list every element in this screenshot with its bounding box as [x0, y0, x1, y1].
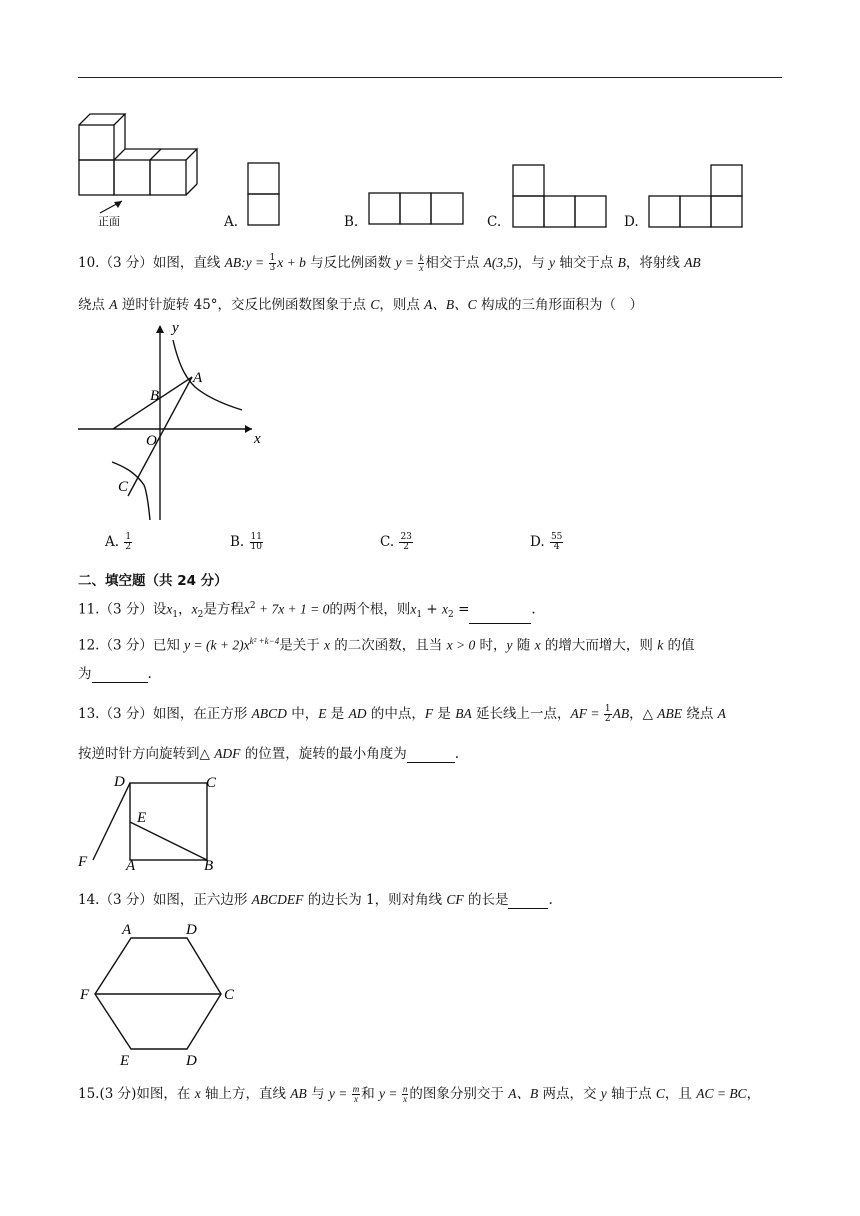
svg-text:E: E	[137, 810, 147, 826]
q14-answer-blank[interactable]	[508, 895, 548, 909]
hyperbola-upper-branch	[173, 340, 242, 410]
svg-text:x: x	[254, 431, 261, 447]
q10-option-b[interactable]: B. $\frac{11}{10}$	[230, 532, 262, 552]
svg-text:D: D	[186, 922, 197, 938]
q9-option-a-label[interactable]: A.	[224, 214, 239, 230]
section-title: 二、填空题（共 24 分）	[78, 573, 228, 589]
svg-text:C: C	[118, 479, 129, 495]
q9-option-d-figure	[648, 164, 746, 228]
q9-option-c-figure	[512, 164, 610, 228]
svg-text:F: F	[80, 987, 90, 1003]
svg-text:A: A	[126, 858, 136, 874]
q10-option-c[interactable]: C. $\frac{23}{2}$	[380, 532, 412, 552]
svg-text:D: D	[186, 1053, 197, 1069]
q13-answer-blank[interactable]	[407, 749, 455, 763]
q10-graph-figure	[76, 320, 276, 520]
svg-text:C: C	[224, 987, 235, 1003]
segment-eb	[130, 822, 207, 860]
segment-fd	[93, 783, 130, 860]
q14-hexagon-figure	[78, 918, 248, 1068]
q12-answer-blank[interactable]	[92, 669, 148, 683]
q9-solid-figure	[70, 105, 200, 228]
q13-line-1: 13.（3 分）如图，在正方形 ABCD 中，E 是 AD 的中点，F 是 BA 延长线上一点，AF = $\frac{1}{2}$ AB，△ ABE 绕点 A	[78, 704, 726, 724]
svg-text:E: E	[120, 1053, 130, 1069]
q10-line-1: 10.（3 分）如图，直线 AB:y = $\frac{1}{3}$ x + b 与反比例函数 y = $\frac{k}{x}$ 相交于点 A(3,5)，与 y 轴交于点 B，将射线 AB	[78, 253, 701, 273]
q9-option-b-label[interactable]: B.	[344, 214, 359, 230]
svg-text:F: F	[78, 854, 88, 870]
header-rule	[78, 77, 782, 78]
svg-text:A: A	[122, 922, 132, 938]
q11-line: 11.（3 分）设$x_1$，$x_2$是方程$x^2 + 7x + 1 = 0$的两个根，则$x_1 + x_2$ = .	[78, 597, 536, 624]
svg-text:y: y	[172, 320, 179, 336]
front-label: 正面	[98, 216, 120, 228]
svg-text:B: B	[150, 388, 160, 404]
svg-text:C: C	[206, 775, 217, 791]
q10-line-2: 绕点 A 逆时针旋转 45°，交反比例函数图象于点 C，则点 A、B、C 构成的三角形面积为（ ）	[78, 297, 643, 313]
q10-option-d[interactable]: D. $\frac{55}{4}$	[530, 532, 563, 552]
q12-line-2: 为 .	[78, 666, 152, 682]
q15-line: 15.(3 分)如图，在 x 轴上方，直线 AB 与 y = $\frac{m}{x}$ 和 y = $\frac{n}{x}$ 的图象分别交于 A、B 两点，交 y 轴于点 C，且 AC = BC，	[78, 1084, 761, 1104]
svg-text:A: A	[193, 370, 203, 386]
q9-option-c-label[interactable]: C.	[487, 214, 502, 230]
svg-text:O: O	[146, 433, 157, 449]
q11-answer-blank[interactable]	[469, 610, 531, 624]
q9-option-b-figure	[368, 192, 466, 226]
q14-line: 14.（3 分）如图，正六边形 ABCDEF 的边长为 1，则对角线 CF 的长是 .	[78, 892, 553, 908]
q10-option-a[interactable]: A. $\frac{1}{2}$	[105, 532, 132, 552]
svg-text:B: B	[204, 858, 214, 874]
q9-option-a-figure	[247, 161, 281, 225]
q12-line-1: 12.（3 分）已知 $y = (k + 2)x^{k^2 +k-4}$是关于 x 的二次函数，且当 x > 0 时，y 随 x 的增大而增大，则 k 的值	[78, 636, 695, 654]
q13-square-figure	[76, 770, 236, 874]
q13-line-2: 按逆时针方向旋转到△ ADF 的位置，旋转的最小角度为 .	[78, 746, 460, 762]
q9-option-d-label[interactable]: D.	[624, 214, 639, 230]
svg-text:D: D	[114, 774, 125, 790]
